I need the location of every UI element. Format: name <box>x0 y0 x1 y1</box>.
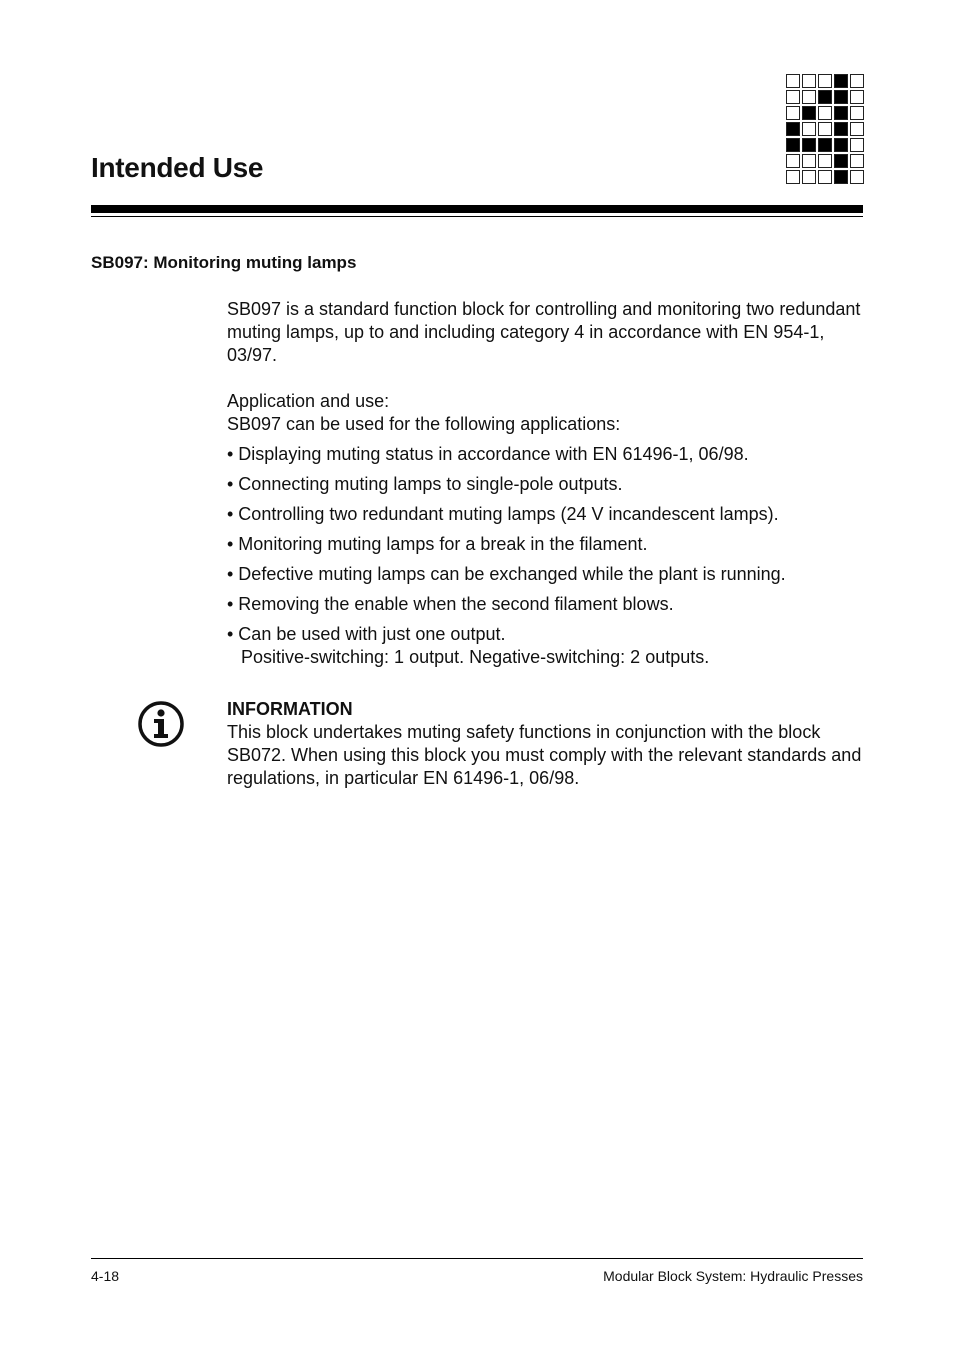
logo-cell <box>786 106 800 120</box>
footer-rule <box>91 1258 863 1259</box>
list-item-text: • Can be used with just one output. <box>227 624 506 644</box>
logo-cell <box>850 138 864 152</box>
logo-cell <box>834 106 848 120</box>
logo-cell <box>786 122 800 136</box>
logo-cell <box>850 90 864 104</box>
logo-cell <box>786 74 800 88</box>
page-title: Intended Use <box>91 152 264 183</box>
info-heading: INFORMATION <box>227 699 353 719</box>
logo-cell <box>850 122 864 136</box>
list-item: • Controlling two redundant muting lamps (24 V incandescent lamps). <box>227 504 779 524</box>
list-item: • Defective muting lamps can be exchanged while the plant is running. <box>227 564 786 584</box>
list-item: • Connecting muting lamps to single-pole outputs. <box>227 474 623 494</box>
info-text: This block undertakes muting safety functions in conjunction with the block SB072. When using this block you must comply with the relevant standards and regulations, in particular EN 61496-1, 06/98. <box>227 722 862 788</box>
logo-cell <box>834 122 848 136</box>
logo-cell <box>818 170 832 184</box>
logo-cell <box>850 106 864 120</box>
list-item-subtext: Positive-switching: 1 output. Negative-switching: 2 outputs. <box>241 647 710 667</box>
logo-cell <box>802 90 816 104</box>
list-item-with-sub <box>227 623 867 669</box>
logo-cell <box>818 122 832 136</box>
logo-cell <box>802 154 816 168</box>
header-rule-thick <box>91 205 863 213</box>
section-heading: SB097: Monitoring muting lamps <box>91 253 357 272</box>
logo-cell <box>834 74 848 88</box>
logo-cell <box>818 154 832 168</box>
application-block <box>227 390 867 436</box>
header-rule-thin <box>91 216 863 217</box>
logo-cell <box>786 154 800 168</box>
logo-cell <box>834 170 848 184</box>
list-item: • Monitoring muting lamps for a break in the filament. <box>227 534 648 554</box>
document-title: Modular Block System: Hydraulic Presses <box>603 1268 863 1284</box>
logo-cell <box>786 90 800 104</box>
logo-cell <box>834 154 848 168</box>
application-list <box>227 443 867 676</box>
intro-paragraph: SB097 is a standard function block for controlling and monitoring two redundant muting lamps, up to and including category 4 in accordance with EN 954-1, 03/97. <box>227 299 861 365</box>
application-label: Application and use: <box>227 391 390 411</box>
logo-cell <box>850 74 864 88</box>
logo-cell <box>834 138 848 152</box>
logo-cell <box>802 106 816 120</box>
logo-cell <box>802 122 816 136</box>
application-lead: SB097 can be used for the following applications: <box>227 414 621 434</box>
logo-cell <box>850 154 864 168</box>
logo-cell <box>818 74 832 88</box>
logo-cell <box>802 138 816 152</box>
logo-cell <box>818 138 832 152</box>
logo-cell <box>850 170 864 184</box>
info-icon <box>137 700 185 748</box>
page-number: 4-18 <box>91 1268 120 1284</box>
logo-cell <box>802 74 816 88</box>
logo-cell <box>818 90 832 104</box>
logo-cell <box>818 106 832 120</box>
logo-cell <box>834 90 848 104</box>
list-item: • Removing the enable when the second filament blows. <box>227 594 674 614</box>
logo-cell <box>786 170 800 184</box>
logo-cell <box>802 170 816 184</box>
list-item: • Displaying muting status in accordance with EN 61496-1, 06/98. <box>227 444 749 464</box>
logo-grid-icon <box>786 74 864 184</box>
logo-cell <box>786 138 800 152</box>
